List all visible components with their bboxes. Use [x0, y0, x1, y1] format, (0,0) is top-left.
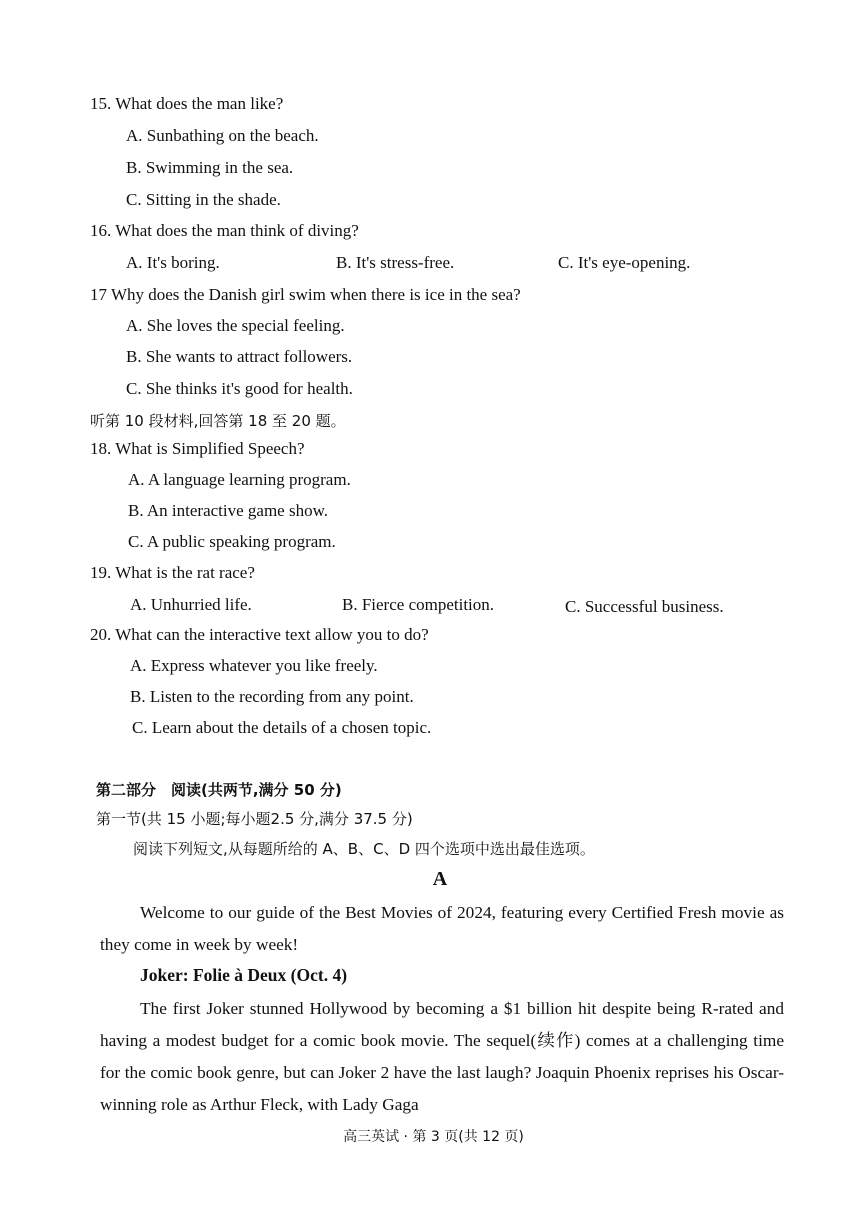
question-15	[90, 94, 283, 114]
listening-instruction: 听第 10 段材料,回答第 18 至 20 题。	[90, 412, 346, 430]
option-16b: B. It's stress-free.	[336, 253, 455, 272]
question-number: 15.	[90, 94, 112, 113]
option-15c: C. Sitting in the shade.	[126, 190, 281, 209]
option-20c: C. Learn about the details of a chosen topic.	[132, 718, 432, 737]
passage-intro-text: Welcome to our guide of the Best Movies of 2024, featuring every Certified Fresh movie as they come in week by week!	[100, 903, 784, 954]
reading-instruction: 阅读下列短文,从每题所给的 A、B、C、D 四个选项中选出最佳选项。	[133, 840, 595, 858]
option-17c: C. She thinks it's good for health.	[126, 379, 353, 398]
question-19	[90, 563, 255, 583]
movie-paragraph	[100, 993, 784, 1121]
part-two-title: 第二部分 阅读(共两节,满分 50 分)	[96, 781, 342, 799]
option-19a: A. Unhurried life.	[130, 595, 252, 614]
question-text: What does the man like?	[115, 94, 284, 113]
option-19b: B. Fierce competition.	[342, 595, 495, 614]
question-text: Why does the Danish girl swim when there is ice in the sea?	[110, 285, 521, 304]
option-18b: B. An interactive game show.	[128, 501, 329, 520]
question-16	[90, 221, 359, 241]
option-18c: C. A public speaking program.	[128, 532, 336, 551]
option-15a: A. Sunbathing on the beach.	[126, 126, 319, 145]
movie-title: Joker: Folie à Deux (Oct. 4)	[140, 965, 348, 985]
option-20a: A. Express whatever you like freely.	[130, 656, 378, 675]
question-text: What can the interactive text allow you to do?	[115, 625, 429, 644]
section-one-title: 第一节(共 15 小题;每小题2.5 分,满分 37.5 分)	[96, 810, 413, 828]
question-text: What does the man think of diving?	[115, 221, 359, 240]
passage-intro	[100, 897, 784, 961]
option-16c: C. It's eye-opening.	[558, 253, 691, 272]
option-19c: C. Successful business.	[565, 597, 724, 616]
question-number: 20.	[90, 625, 112, 644]
question-number: 18.	[90, 439, 112, 458]
option-15b: B. Swimming in the sea.	[126, 158, 294, 177]
question-number: 17	[90, 285, 107, 304]
question-number: 16.	[90, 221, 112, 240]
option-17a: A. She loves the special feeling.	[126, 316, 345, 335]
option-17b: B. She wants to attract followers.	[126, 347, 353, 366]
option-18a: A. A language learning program.	[128, 470, 351, 489]
page-footer: 高三英试 · 第 3 页(共 12 页)	[343, 1129, 524, 1145]
passage-letter: A	[432, 868, 448, 890]
question-20	[90, 625, 429, 645]
question-text: What is the rat race?	[115, 563, 255, 582]
question-17	[90, 285, 521, 305]
question-18	[90, 439, 305, 459]
option-20b: B. Listen to the recording from any point.	[130, 687, 414, 706]
option-16a: A. It's boring.	[126, 253, 220, 272]
question-number: 19.	[90, 563, 112, 582]
question-text: What is Simplified Speech?	[115, 439, 305, 458]
movie-paragraph-text: The first Joker stunned Hollywood by becoming a $1 billion hit despite being R-rated and having a modest budget for a comic book movie. The sequel(续作) comes at a challenging time for the comic book genre, but can Joker 2 have the last laugh? Joaquin Phoenix reprises his Oscar-winning role as Arthur Fleck, with Lady Gaga	[100, 999, 784, 1114]
